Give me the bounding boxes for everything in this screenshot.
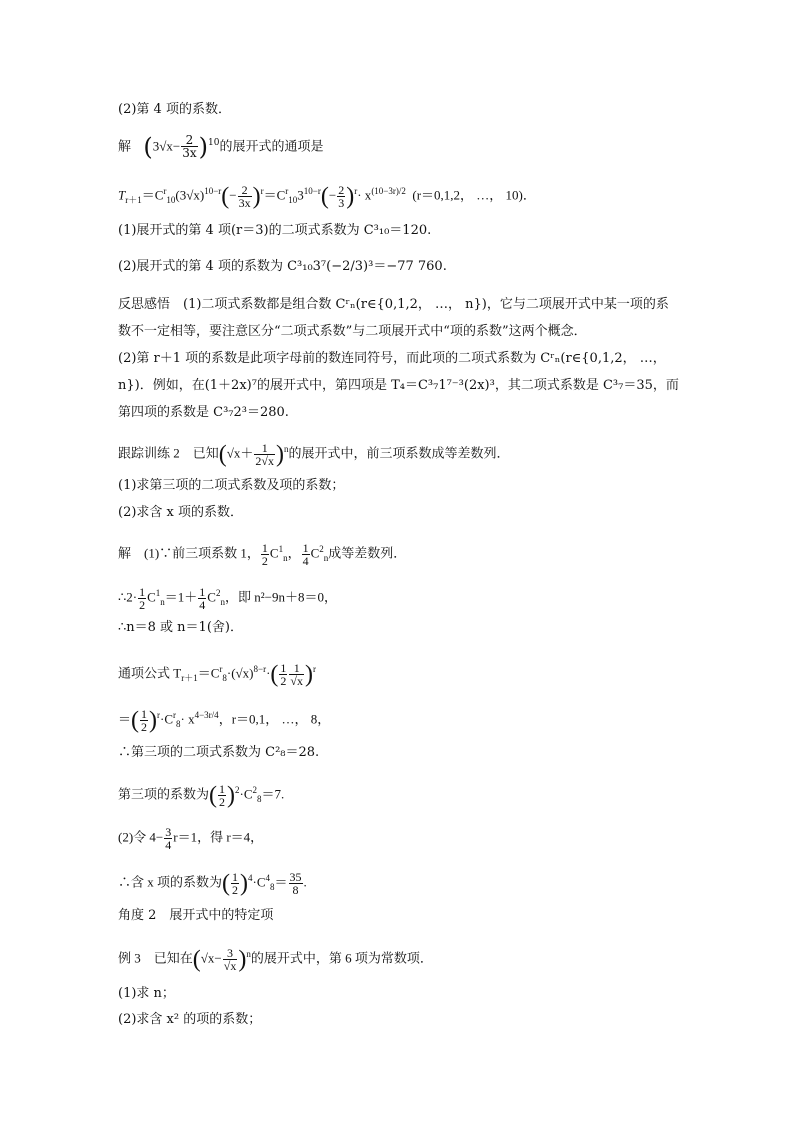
solution-2-line-1: 解 (1)∵前三项系数 1， $\frac{1}{2}$ $C^1_n$， $\frac{1}{4}$ $C^2_n$成等差数列． (118, 540, 407, 568)
reflection-5: 第四项的系数是 C³₇2³＝280. (118, 405, 289, 420)
solution-2-line-7: 第三项的系数为( $\frac{1}{2}$ )$^2\cdot C^2_8=7$. (118, 781, 285, 809)
solution-2-line-4: 通项公式 $T_{r+1}=C^r_8\cdot(√x)^{8-r}\cdot$( $\frac{1}{2}$ $\frac{1}{√x}$ )$^r$ (118, 660, 317, 688)
solution-2-line-5: ＝( $\frac{1}{2}$ )$^r\cdot C^r_8\cdot x^{4-3r/4}$，r＝0,1， …， 8， (118, 706, 331, 734)
question-2: (2)第 4 项的系数． (118, 102, 231, 117)
solution-label: 解 (118, 139, 132, 155)
practice-q1: (1)求第三项的二项式系数及项的系数； (118, 478, 345, 493)
answer-1: (1)展开式的第 4 项(r＝3)的二项式系数为 C³₁₀＝120. (118, 223, 432, 238)
solution-2-line-8: (2)令 4− $\frac{3}{4}$ r＝1，得 r＝4， (118, 825, 264, 852)
solution-2-line-3: ∴n＝8 或 n＝1(舍)． (118, 620, 243, 635)
practice-2: 跟踪训练 2 已知(√x＋ $\frac{1}{2√x}$ )$^n$的展开式中，前三项系数成等差数列． (118, 440, 510, 468)
practice-q2: (2)求含 x 项的系数． (118, 505, 244, 520)
text: 的展开式的通项是 (219, 139, 324, 155)
section-heading: 角度 2 展开式中的特定项 (118, 908, 274, 923)
expr: 3√x− (152, 138, 181, 154)
solution-line-1: 解 (3√x− $\frac{2}{3x}$ )$^{10}$的展开式的通项是 (118, 132, 324, 161)
reflection-3: (2)第 r＋1 项的系数是此项字母前的数连同符号，而此项的二项式系数为 Cʳₙ(r∈{0,1,2， …， (118, 351, 666, 366)
reflection-2: 数不一定相等，要注意区分“二项式系数”与二项展开式中“项的系数”这两个概念． (118, 324, 587, 339)
reflection-4: n})．例如，在(1＋2x)⁷的展开式中，第四项是 T₄＝C³₇1⁷⁻³(2x)³，其二项式系数是 C³₇＝35，而 (118, 378, 679, 393)
exponent: 10 (208, 138, 220, 148)
example-3-q1: (1)求 n； (118, 986, 175, 1001)
reflection-1: 反思感悟 (1)二项式系数都是组合数 Cʳₙ(r∈{0,1,2， …， n})，它与二项展开式中某一项的系 (118, 297, 669, 312)
example-3: 例 3 已知在(√x− $\frac{3}{√x}$ )$^n$的展开式中，第 6 项为常数项． (118, 945, 433, 973)
solution-2-line-6: ∴第三项的二项式系数为 C²₈＝28. (118, 745, 320, 760)
general-term: $T_{r+1}=C^r_{10}(3√x)^{10-r}(-$ $\frac{2}{3x}$ )$^r=C^r_{10}3^{10-r}(-$ $\frac{2}{3}$ )$^r\cdot x^{(10-3r)/2}$ (r＝0,1,2， …， 10)． (118, 182, 536, 210)
example-3-q2: (2)求含 x² 的项的系数； (118, 1012, 262, 1027)
answer-2: (2)展开式的第 4 项的系数为 C³₁₀3⁷(−2/3)³＝−77 760. (118, 259, 447, 274)
solution-2-line-9: ∴含 x 项的系数为( $\frac{1}{2}$ )$^4\cdot C^4_8=$ $\frac{35}{8}$ . (118, 869, 307, 897)
fraction: $\frac{2}{3x}$ (182, 133, 197, 161)
solution-2-line-2: ∴2· $\frac{1}{2}$ $C^1_n=1+$ $\frac{1}{4}$ $C^2_n$，即 n²−9n＋8＝0， (118, 584, 337, 612)
